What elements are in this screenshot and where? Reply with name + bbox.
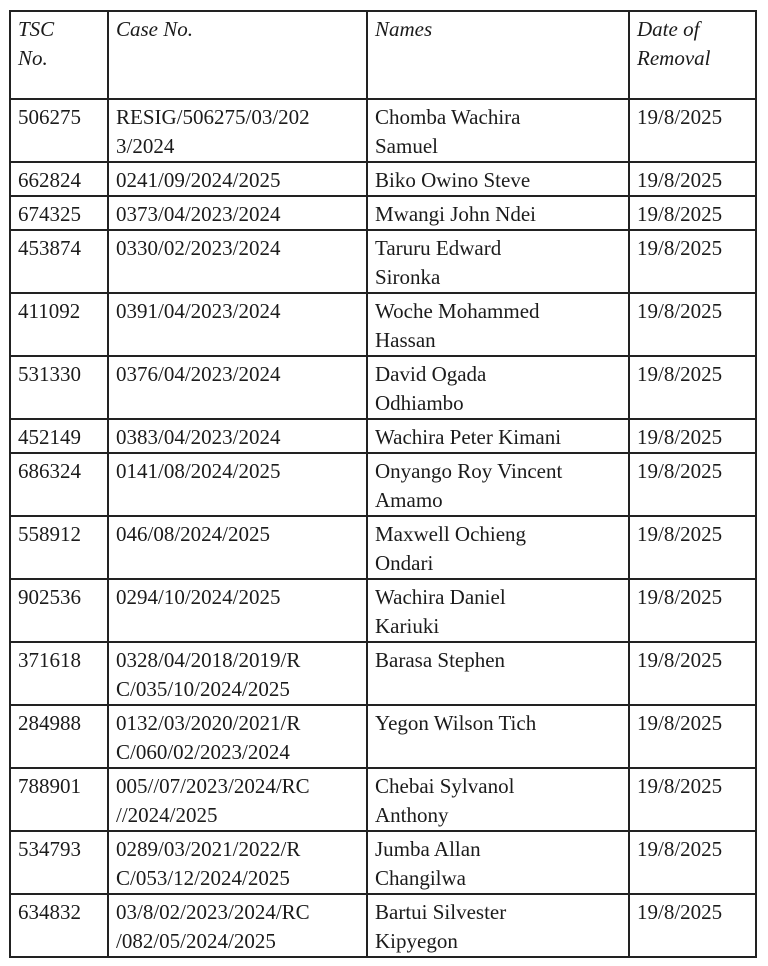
names-line: Yegon Wilson Tich [375,711,537,735]
cell-date-of-removal [629,99,756,162]
header-case-line-1: Case No. [116,17,194,41]
tsc-no-value: 788901 [18,774,81,798]
tsc-no-value: 506275 [18,105,81,129]
names-line: Samuel [375,134,438,158]
names-line: Barasa Stephen [375,648,506,672]
names-line: Hassan [375,328,436,352]
table-row [10,894,756,957]
case-no-line: 0330/02/2023/2024 [116,236,281,260]
date-of-removal-value: 19/8/2025 [637,168,723,192]
cell-case-no [108,230,367,293]
case-no-line: 0373/04/2023/2024 [116,202,281,226]
cell-tsc-no [10,579,108,642]
case-no-line: C/060/02/2023/2024 [116,740,290,764]
case-no-line: 0383/04/2023/2024 [116,425,281,449]
cell-tsc-no [10,831,108,894]
tsc-no-value: 686324 [18,459,81,483]
header-tsc-line-2: No. [18,46,48,70]
date-of-removal-value: 19/8/2025 [637,522,723,546]
date-of-removal-value: 19/8/2025 [637,585,723,609]
cell-date-of-removal [629,419,756,453]
date-of-removal-value: 19/8/2025 [637,362,723,386]
cell-names [367,705,629,768]
date-of-removal-value: 19/8/2025 [637,105,723,129]
case-no-line: C/035/10/2024/2025 [116,677,290,701]
names-line: Kariuki [375,614,440,638]
tsc-no-value: 674325 [18,202,81,226]
tsc-no-value: 558912 [18,522,81,546]
names-line: Chomba Wachira [375,105,521,129]
table-row [10,768,756,831]
header-tsc-no [10,11,108,99]
case-no-line: RESIG/506275/03/202 [116,105,310,129]
names-line: Jumba Allan [375,837,481,861]
cell-date-of-removal [629,579,756,642]
cell-tsc-no [10,162,108,196]
cell-tsc-no [10,894,108,957]
names-line: Wachira Peter Kimani [375,425,562,449]
names-line: Chebai Sylvanol [375,774,515,798]
cell-date-of-removal [629,230,756,293]
tsc-no-value: 284988 [18,711,81,735]
cell-date-of-removal [629,705,756,768]
cell-names [367,99,629,162]
table-row [10,642,756,705]
names-line: Ondari [375,551,434,575]
header-case-no [108,11,367,99]
case-no-line: C/053/12/2024/2025 [116,866,290,890]
cell-case-no [108,356,367,419]
tsc-no-value: 452149 [18,425,81,449]
date-of-removal-value: 19/8/2025 [637,459,723,483]
cell-tsc-no [10,356,108,419]
cell-names [367,579,629,642]
removal-table [9,10,757,958]
names-line: Odhiambo [375,391,464,415]
cell-tsc-no [10,419,108,453]
names-line: Mwangi John Ndei [375,202,536,226]
names-line: Bartui Silvester [375,900,507,924]
cell-tsc-no [10,196,108,230]
names-line: Wachira Daniel [375,585,506,609]
cell-names [367,642,629,705]
names-line: Onyango Roy Vincent [375,459,563,483]
table-row [10,230,756,293]
case-no-line: 0376/04/2023/2024 [116,362,281,386]
case-no-line: //2024/2025 [116,803,218,827]
date-of-removal-value: 19/8/2025 [637,711,723,735]
case-no-line: /082/05/2024/2025 [116,929,276,953]
case-no-line: 0328/04/2018/2019/R [116,648,301,672]
cell-names [367,196,629,230]
cell-names [367,768,629,831]
header-date-of-removal [629,11,756,99]
cell-tsc-no [10,705,108,768]
date-of-removal-value: 19/8/2025 [637,900,723,924]
case-no-line: 005//07/2023/2024/RC [116,774,310,798]
case-no-line: 0132/03/2020/2021/R [116,711,301,735]
table-row [10,419,756,453]
table-row [10,705,756,768]
cell-case-no [108,768,367,831]
table-row [10,99,756,162]
cell-date-of-removal [629,894,756,957]
cell-names [367,230,629,293]
table-row [10,356,756,419]
cell-case-no [108,99,367,162]
table-row [10,162,756,196]
names-line: Changilwa [375,866,466,890]
cell-case-no [108,579,367,642]
case-no-line: 046/08/2024/2025 [116,522,271,546]
cell-date-of-removal [629,356,756,419]
cell-names [367,831,629,894]
case-no-line: 3/2024 [116,134,175,158]
header-date-line-1: Date of [637,17,700,41]
case-no-line: 0141/08/2024/2025 [116,459,281,483]
case-no-line: 0289/03/2021/2022/R [116,837,301,861]
table-body [10,99,756,957]
tsc-no-value: 634832 [18,900,81,924]
case-no-line: 0391/04/2023/2024 [116,299,281,323]
date-of-removal-value: 19/8/2025 [637,236,723,260]
cell-case-no [108,642,367,705]
cell-case-no [108,196,367,230]
names-line: Taruru Edward [375,236,502,260]
cell-case-no [108,162,367,196]
header-tsc-line-1: TSC [18,17,55,41]
names-line: Amamo [375,488,443,512]
cell-names [367,356,629,419]
date-of-removal-value: 19/8/2025 [637,425,723,449]
names-line: David Ogada [375,362,487,386]
cell-date-of-removal [629,196,756,230]
tsc-no-value: 534793 [18,837,81,861]
names-line: Anthony [375,803,449,827]
cell-names [367,162,629,196]
date-of-removal-value: 19/8/2025 [637,299,723,323]
cell-tsc-no [10,453,108,516]
names-line: Kipyegon [375,929,458,953]
cell-tsc-no [10,642,108,705]
table-row [10,516,756,579]
table-row [10,579,756,642]
tsc-no-value: 453874 [18,236,81,260]
cell-case-no [108,419,367,453]
tsc-no-value: 371618 [18,648,81,672]
names-line: Maxwell Ochieng [375,522,527,546]
names-line: Sironka [375,265,441,289]
cell-names [367,453,629,516]
cell-names [367,894,629,957]
cell-case-no [108,894,367,957]
cell-date-of-removal [629,642,756,705]
tsc-no-value: 902536 [18,585,81,609]
cell-tsc-no [10,293,108,356]
cell-date-of-removal [629,831,756,894]
cell-date-of-removal [629,768,756,831]
cell-tsc-no [10,230,108,293]
cell-tsc-no [10,768,108,831]
cell-case-no [108,831,367,894]
cell-tsc-no [10,516,108,579]
case-no-line: 0241/09/2024/2025 [116,168,281,192]
cell-date-of-removal [629,453,756,516]
date-of-removal-value: 19/8/2025 [637,837,723,861]
names-line: Biko Owino Steve [375,168,531,192]
table-row [10,293,756,356]
tsc-no-value: 531330 [18,362,81,386]
table-header-row [10,11,756,99]
cell-case-no [108,453,367,516]
names-line: Woche Mohammed [375,299,540,323]
header-names [367,11,629,99]
table-row [10,831,756,894]
cell-date-of-removal [629,293,756,356]
tsc-no-value: 411092 [18,299,81,323]
date-of-removal-value: 19/8/2025 [637,774,723,798]
table-row [10,453,756,516]
cell-names [367,516,629,579]
tsc-no-value: 662824 [18,168,81,192]
cell-case-no [108,705,367,768]
header-names-line-1: Names [375,17,433,41]
cell-date-of-removal [629,516,756,579]
case-no-line: 0294/10/2024/2025 [116,585,281,609]
cell-names [367,419,629,453]
date-of-removal-value: 19/8/2025 [637,202,723,226]
cell-tsc-no [10,99,108,162]
date-of-removal-value: 19/8/2025 [637,648,723,672]
table-row [10,196,756,230]
cell-date-of-removal [629,162,756,196]
cell-case-no [108,516,367,579]
cell-names [367,293,629,356]
header-date-line-2: Removal [637,46,711,70]
case-no-line: 03/8/02/2023/2024/RC [116,900,310,924]
cell-case-no [108,293,367,356]
